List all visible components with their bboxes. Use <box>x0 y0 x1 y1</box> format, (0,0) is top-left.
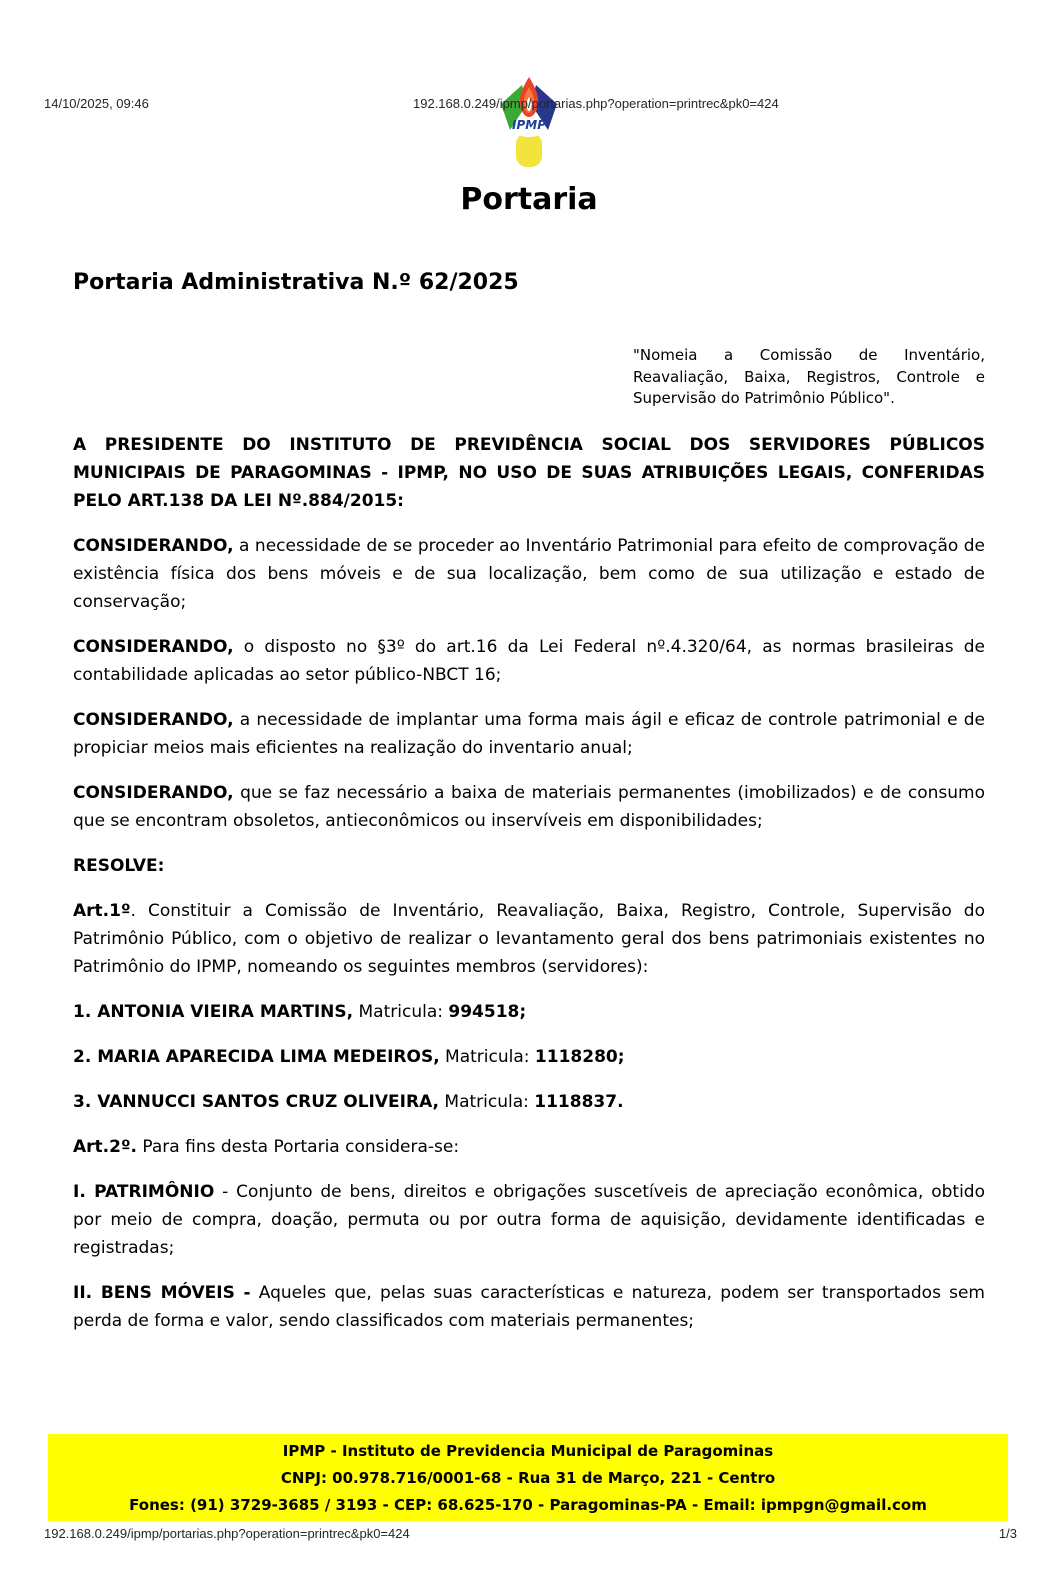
document-body <box>73 431 985 1335</box>
text-run: que se faz necessário a baixa de materiais permanentes (imobilizados) e de consumo que se encontram obsoletos, antieconômicos ou inservíveis em disponibilidades; <box>73 782 985 831</box>
epigraph-quote: "Nomeia a Comissão de Inventário, Reavaliação, Baixa, Registros, Controle e Supervisão do Patrimônio Público". <box>633 346 985 407</box>
text-run: 3. VANNUCCI SANTOS CRUZ OLIVEIRA, <box>73 1091 439 1112</box>
paragraph <box>73 431 985 515</box>
text-run: a necessidade de se proceder ao Inventário Patrimonial para efeito de comprovação de existência física dos bens móveis e de sua localização, bem como de sua utilização e estado de conservação; <box>73 535 985 612</box>
paragraph <box>73 532 985 616</box>
text-run: Matricula: <box>353 1001 449 1022</box>
ipmp-logo <box>493 73 565 169</box>
text-run: Aqueles que, pelas suas características e natureza, podem ser transportados sem perda de forma e valor, sendo classificados com materiais permanentes; <box>73 1282 985 1331</box>
ipmp-logo-icon <box>493 73 565 169</box>
paragraph <box>73 779 985 835</box>
text-run: RESOLVE: <box>73 855 165 876</box>
print-header-datetime: 14/10/2025, 09:46 <box>44 96 149 111</box>
text-run: Matricula: <box>439 1046 535 1067</box>
text-run: Art.2º. <box>73 1136 137 1157</box>
paragraph <box>73 1133 985 1161</box>
paragraph <box>73 1178 985 1262</box>
document-page <box>0 73 1058 1335</box>
paragraph <box>73 633 985 689</box>
institution-cnpj-address: CNPJ: 00.978.716/0001-68 - Rua 31 de Março, 221 - Centro <box>280 1469 776 1487</box>
paragraph <box>73 1088 985 1116</box>
print-header-url: 192.168.0.249/ipmp/portarias.php?operation=printrec&pk0=424 <box>413 96 779 111</box>
institution-contact: Fones: (91) 3729-3685 / 3193 - CEP: 68.625-170 - Paragominas-PA - Email: ipmpgn@gmail.com <box>129 1496 927 1514</box>
text-run: 1118280; <box>534 1046 625 1067</box>
page-title: Portaria <box>460 182 598 217</box>
text-run: CONSIDERANDO, <box>73 782 234 803</box>
ordinance-heading: Portaria Administrativa N.º 62/2025 <box>73 270 519 295</box>
text-run: I. PATRIMÔNIO <box>73 1181 215 1202</box>
paragraph <box>73 897 985 981</box>
text-run: II. BENS MÓVEIS - <box>73 1282 251 1303</box>
text-run: a necessidade de implantar uma forma mais ágil e eficaz de controle patrimonial e de propiciar meios mais eficientes na realização do inventario anual; <box>73 709 985 758</box>
text-run: 1. ANTONIA VIEIRA MARTINS, <box>73 1001 354 1022</box>
paragraph <box>73 1043 985 1071</box>
print-footer-page-number: 1/3 <box>998 1526 1017 1541</box>
text-run: . Constituir a Comissão de Inventário, Reavaliação, Baixa, Registro, Controle, Supervisão do Patrimônio Público, com o objetivo de realizar o levantamento geral dos bens patrimoniais existentes no Patrimônio do IPMP, nomeando os seguintes membros (servidores): <box>73 900 985 977</box>
text-run: 1118837. <box>534 1091 624 1112</box>
text-run: 994518; <box>448 1001 527 1022</box>
text-run: Matricula: <box>439 1091 535 1112</box>
institution-name: IPMP - Instituto de Previdencia Municipal de Paragominas <box>282 1442 774 1460</box>
text-run: Art.1º <box>73 900 131 921</box>
paragraph <box>73 998 985 1026</box>
paragraph <box>73 1279 985 1335</box>
print-footer-url: 192.168.0.249/ipmp/portarias.php?operation=printrec&pk0=424 <box>44 1526 410 1541</box>
text-run: A PRESIDENTE DO INSTITUTO DE PREVIDÊNCIA SOCIAL DOS SERVIDORES PÚBLICOS MUNICIPAIS DE PARAGOMINAS - IPMP, NO USO DE SUAS ATRIBUIÇÕES LEGAIS, CONFERIDAS PELO ART.138 DA LEI Nº.884/2015: <box>73 434 985 511</box>
text-run: 2. MARIA APARECIDA LIMA MEDEIROS, <box>73 1046 440 1067</box>
paragraph <box>73 706 985 762</box>
logo-candle-icon <box>516 133 542 167</box>
text-run: o disposto no §3º do art.16 da Lei Federal nº.4.320/64, as normas brasileiras de contabilidade aplicadas ao setor público-NBCT 16; <box>73 636 985 685</box>
text-run: - Conjunto de bens, direitos e obrigações suscetíveis de apreciação econômica, obtido por meio de compra, doação, permuta ou por outra forma de aquisição, devidamente identificadas e registradas; <box>73 1181 986 1258</box>
logo-wordmark: IPMP <box>512 118 546 132</box>
text-run: CONSIDERANDO, <box>73 709 234 730</box>
text-run: Para fins desta Portaria considera-se: <box>137 1136 460 1157</box>
text-run: CONSIDERANDO, <box>73 535 234 556</box>
paragraph <box>73 852 985 880</box>
text-run: CONSIDERANDO, <box>73 636 234 657</box>
institution-footer-box <box>48 1434 1008 1521</box>
